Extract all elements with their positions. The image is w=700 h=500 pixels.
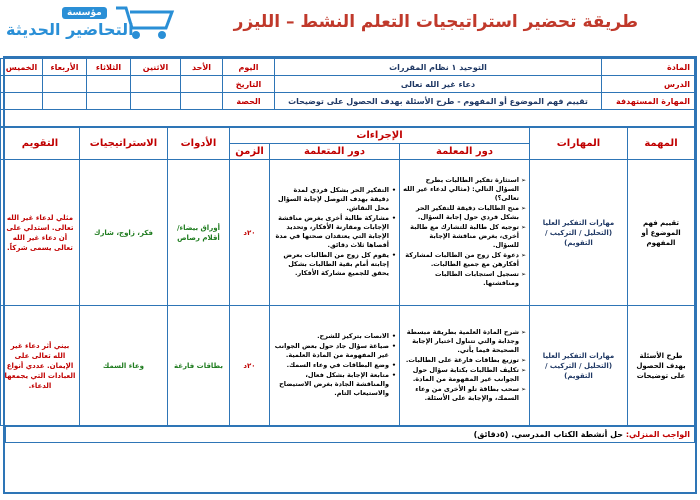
- spacer-row: [1, 110, 695, 127]
- list-item: ➢ استثارة تفكير الطالبات بطرح السؤال التالي: (مثالي لدعاء غير الله تعالى؟): [403, 176, 526, 203]
- day-monday: الاثنين: [131, 59, 181, 76]
- tools-cell: أوراق بيضاء/ أقلام رصاص: [167, 160, 229, 306]
- header-tools: الأدوات: [167, 128, 229, 160]
- header-evaluation: التقويم: [0, 128, 79, 160]
- list-item: ➢ توجيه كل طالبة للتشارك مع طالبة أخرى، بغرض مناقشة الإجابة للسؤال.: [403, 223, 526, 250]
- header-strategies: الاستراتيجيات: [79, 128, 167, 160]
- period-cell: [43, 93, 87, 110]
- list-item: ➢ تسجيل استجابات الطالبات ومناقشتها.: [403, 270, 526, 288]
- lesson-label: الدرس: [602, 76, 695, 93]
- skill-label: المهارة المستهدفة: [602, 93, 695, 110]
- skills-line: (التحليل / التركيب / التقويم): [544, 361, 613, 380]
- subject-value: التوحيد ١ نظام المقررات: [275, 59, 602, 76]
- lesson-plan-sheet: [3, 56, 697, 494]
- day-sunday: الأحد: [181, 59, 223, 76]
- list-item: ➢ تكليف الطالبات بكتابة سؤال حول الجوانب غير المفهومة من المادة.: [403, 366, 526, 384]
- period-cell: [1, 93, 43, 110]
- strategy-cell: فكر، زاوج، شارك: [79, 160, 167, 306]
- list-item: ➢ توزيع بطاقات فارغة على الطالبات.: [403, 356, 526, 365]
- list-item: • مشاركة طالبة أخرى بغرض مناقشة الإجابات ومقارنة الأفكار، وتحديد الإجابة التي يعتقدان صحتها في مدة أقصاها ثلاث دقائق.: [273, 214, 396, 250]
- logo-badge: مؤسسة: [62, 7, 107, 19]
- skills-cell: [530, 306, 628, 426]
- list-item: • يقوم كل زوج من الطالبات بعرض إجابته أمام بقية الطالبات بشكل يحقق للجميع مشاركة الأفكار.: [273, 251, 396, 278]
- list-item: • وضع البطاقات في وعاء السمك.: [273, 361, 396, 370]
- student-role-cell: [270, 306, 400, 426]
- tools-cell: بطاقات فارغة: [167, 306, 229, 426]
- task-cell: طرح الأسئلة بهدف الحصول على توضيحات: [628, 306, 695, 426]
- date-label: التاريخ: [223, 76, 275, 93]
- day-wednesday: الأربعاء: [43, 59, 87, 76]
- time-cell: ٢٠د: [229, 306, 269, 426]
- table-row: [0, 160, 694, 306]
- date-cell: [1, 76, 43, 93]
- procedures-table: [0, 127, 695, 426]
- list-item: • التفكير الحر بشكل فردي لمدة دقيقة بهدف التوصل لإجابة السؤال محل النقاش.: [273, 186, 396, 213]
- list-item: ➢ دعوة كل زوج من الطالبات لمشاركة أفكارهن مع جميع الطالبات.: [403, 251, 526, 269]
- list-item: • صياغة سؤال جاد حول بعض الجوانب غير المفهومة من المادة العلمية.: [273, 342, 396, 360]
- logo: [2, 2, 182, 48]
- skills-line: (التحليل / التركيب / التقويم): [544, 228, 613, 247]
- skill-value: تقييم فهم الموضوع أو المفهوم - طرح الأسئلة بهدف الحصول على توضيحات: [275, 93, 602, 110]
- list-item: • الانصات بتركيز للشرح.: [273, 332, 396, 341]
- header-procedures: الإجراءات: [229, 128, 529, 144]
- skills-line: مهارات التفكير العليا: [542, 218, 615, 227]
- list-item: ➢ سحب بطاقة تلو الأخرى من وعاء السمك، والإجابة على الأسئلة.: [403, 385, 526, 403]
- teacher-role-cell: [400, 306, 530, 426]
- table-row: [0, 306, 694, 426]
- evaluation-cell: بيني أثر دعاء غير الله تعالى على الإيمان. عددي أنواع العبادات التي يجمعها الدعاء.: [0, 306, 79, 426]
- header-teacher-role: دور المعلمة: [400, 144, 530, 160]
- skills-cell: [530, 160, 628, 306]
- period-cell: [87, 93, 131, 110]
- date-cell: [181, 76, 223, 93]
- teacher-role-cell: [400, 160, 530, 306]
- info-table: [0, 58, 695, 127]
- header-time: الزمن: [229, 144, 269, 160]
- list-item: ➢ منح الطالبات دقيقة للتفكير الحر بشكل فردي حول إجابة السؤال.: [403, 204, 526, 222]
- period-cell: [131, 93, 181, 110]
- date-cell: [131, 76, 181, 93]
- period-cell: [181, 93, 223, 110]
- header-student-role: دور المتعلمة: [270, 144, 400, 160]
- date-cell: [43, 76, 87, 93]
- strategy-cell: وعاء السمك: [79, 306, 167, 426]
- period-label: الحصة: [223, 93, 275, 110]
- day-thursday: الخميس: [1, 59, 43, 76]
- date-cell: [87, 76, 131, 93]
- day-label: اليوم: [223, 59, 275, 76]
- page-title: طريقة تحضير استراتيجيات التعلم النشط – الليزر: [233, 12, 638, 32]
- logo-text: التحاضير الحديثة: [6, 20, 134, 39]
- student-role-cell: [270, 160, 400, 306]
- time-cell: ٢٠د: [229, 160, 269, 306]
- task-cell: تقييم فهم الموضوع أو المفهوم: [628, 160, 695, 306]
- homework-value: حل أنشطة الكتاب المدرسي. (٥دقائق): [473, 430, 624, 439]
- header-skills: المهارات: [530, 128, 628, 160]
- homework-label: الواجب المنزلي:: [625, 430, 690, 439]
- evaluation-cell: مثلي لدعاء غير الله تعالى. استدلي على أن دعاء غير الله تعالى يسمى شركاً.: [0, 160, 79, 306]
- top-bar: [0, 0, 700, 52]
- footer-table: [5, 426, 695, 443]
- skills-line: مهارات التفكير العليا: [542, 351, 615, 360]
- list-item: ➢ شرح المادة العلمية بطريقة مبسطة وجذابة والتي تتناول اختيار الإجابة الصحيحة فيما يأتي.: [403, 328, 526, 355]
- list-item: • متابعة الإجابة بشكل فعال، والمناقشة الجادة بغرض الاستيضاح والاستيعاب التام.: [273, 371, 396, 398]
- day-tuesday: الثلاثاء: [87, 59, 131, 76]
- lesson-value: دعاء غير الله تعالى: [275, 76, 602, 93]
- header-task: المهمة: [628, 128, 695, 160]
- subject-label: المادة: [602, 59, 695, 76]
- homework-cell: [6, 427, 695, 443]
